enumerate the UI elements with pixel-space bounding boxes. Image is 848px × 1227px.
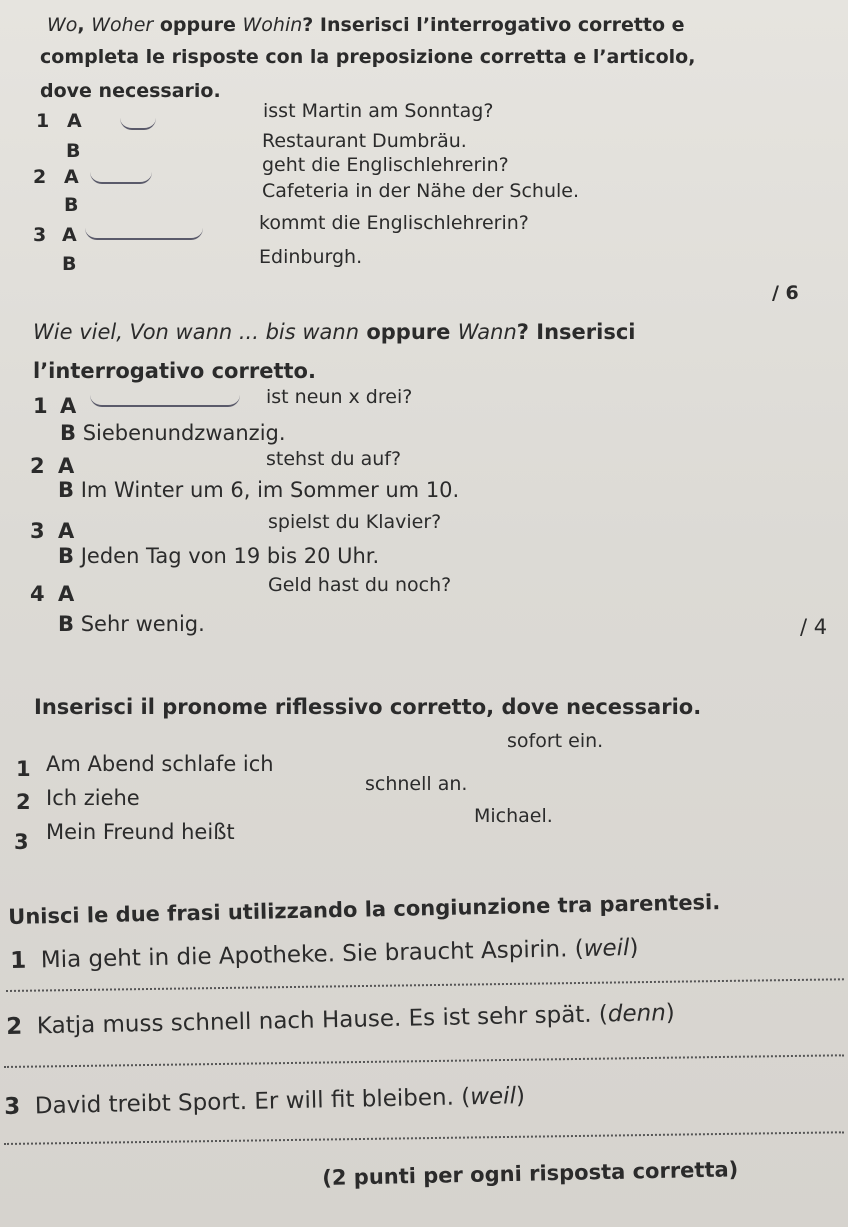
ex2-item3-num: 3 (30, 519, 45, 543)
ex2-instruction-line2: l’interrogativo corretto. (33, 359, 316, 383)
ex3-item2-right: schnell an. (365, 773, 468, 795)
ex2-item4-num: 4 (30, 582, 45, 606)
ex1-item1-b-label: B (66, 140, 81, 162)
ex2-item1-a-text: ist neun x drei? (266, 386, 413, 408)
ex1-item1-b-text: Restaurant Dumbräu. (262, 130, 467, 152)
ex2-instruction-line1 (33, 320, 636, 344)
ex2-item2-a-label: A (58, 454, 75, 478)
ex1-item3-handwriting (85, 224, 203, 240)
ex1-item2-b-text: Cafeteria in der Nähe der Schule. (262, 180, 579, 202)
ex1-item2-b-label: B (64, 194, 79, 216)
ex3-item1-num: 1 (16, 757, 31, 781)
ex1-q-wohin: Wohin (242, 14, 303, 36)
ex3-instruction: Inserisci il pronome riflessivo corretto, dove necessario. (34, 695, 702, 719)
ex2-item3-a-label: A (58, 519, 75, 543)
ex2-q-wie-viel: Wie viel, Von wann ... bis wann (33, 320, 360, 344)
ex4-item3-close: ) (515, 1083, 526, 1110)
ex2-item3-b-label: B (58, 544, 75, 568)
ex1-item3-a-text: kommt die Englischlehrerin? (259, 212, 529, 234)
ex2-q-wann: Wann (457, 320, 517, 344)
ex4-item3-conj: weil (469, 1083, 517, 1111)
ex1-instruction-line3: dove necessario. (40, 80, 221, 102)
ex1-sep2: oppure (153, 14, 243, 36)
ex1-item3-b-label: B (62, 253, 77, 275)
ex1-item2-a-label: A (64, 166, 79, 188)
ex4-item3-text: David treibt Sport. Er will fit bleiben. ( (34, 1084, 471, 1120)
ex4-item2-text: Katja muss schnell nach Hause. Es ist sehr spät. ( (36, 1001, 609, 1040)
ex2-item2-a-text: stehst du auf? (266, 448, 402, 470)
ex4-item2-conj: denn (607, 1000, 667, 1028)
ex3-item3-right: Michael. (474, 805, 553, 827)
ex2-score: / 4 (800, 615, 828, 639)
ex4-item2-close: ) (665, 999, 676, 1027)
ex1-score: / 6 (772, 282, 799, 304)
ex4-item3 (4, 1083, 525, 1120)
ex2-item2-b (58, 478, 459, 502)
ex3-item1-left: Am Abend schlafe ich (46, 752, 274, 776)
ex1-item3-num: 3 (33, 224, 47, 246)
ex1-item2-handwriting (90, 168, 152, 184)
ex2-item3-b (58, 544, 379, 568)
ex2-item1-num: 1 (33, 394, 48, 418)
ex1-item3-a-label: A (62, 224, 77, 246)
ex4-item1-conj: weil (583, 935, 630, 962)
ex4-item1-close: ) (629, 934, 639, 962)
ex1-instruction-line1 (47, 14, 685, 36)
ex4-item3-answer-line[interactable] (4, 1131, 844, 1145)
ex3-item2-num: 2 (16, 790, 31, 814)
ex2-item4-b-label: B (58, 612, 75, 636)
ex2-item1-a-label: A (60, 394, 77, 418)
ex1-q-wo: Wo (47, 14, 78, 36)
ex2-item2-num: 2 (30, 454, 45, 478)
ex2-item1-b-label: B (60, 421, 77, 445)
ex2-item3-b-text: Jeden Tag von 19 bis 20 Uhr. (80, 544, 380, 568)
ex4-points-note: (2 punti per ogni risposta corretta) (322, 1157, 739, 1190)
ex2-item3-a-text: spielst du Klavier? (268, 511, 442, 533)
ex1-item1-a-label: A (67, 110, 82, 132)
ex4-item1 (10, 935, 639, 974)
ex1-instruction-rest: ? Inserisci l’interrogativo corretto e (302, 14, 685, 36)
ex1-instruction-line2: completa le risposte con la preposizione corretta e l’articolo, (40, 46, 696, 68)
ex2-sep: oppure (359, 320, 458, 344)
ex1-item2-a-text: geht die Englischlehrerin? (262, 154, 509, 176)
ex2-item4-a-text: Geld hast du noch? (268, 574, 452, 596)
ex3-item2-left: Ich ziehe (46, 786, 140, 810)
ex2-item2-b-text: Im Winter um 6, im Sommer um 10. (80, 478, 460, 502)
ex2-item2-b-label: B (58, 478, 75, 502)
ex4-item2-num: 2 (6, 1013, 23, 1040)
ex4-item1-num: 1 (10, 947, 27, 974)
ex1-item2-num: 2 (33, 166, 47, 188)
ex4-item3-num: 3 (4, 1093, 21, 1120)
ex1-item1-a-text: isst Martin am Sonntag? (263, 100, 494, 122)
ex2-item4-b (58, 612, 205, 636)
ex1-sep1: , (77, 14, 92, 36)
ex2-instruction-rest: ? Inserisci (516, 320, 636, 344)
ex4-item2 (6, 1000, 675, 1040)
ex2-item1-handwriting (90, 391, 240, 407)
ex1-q-woher: Woher (91, 14, 154, 36)
ex1-item3-b-text: Edinburgh. (259, 246, 363, 268)
ex4-item2-answer-line[interactable] (4, 1054, 844, 1068)
ex3-item3-num: 3 (14, 830, 29, 854)
ex4-item1-text: Mia geht in die Apotheke. Sie braucht Aspirin. ( (40, 935, 584, 974)
ex2-item1-b-text: Siebenundzwanzig. (82, 421, 286, 445)
ex1-item1-num: 1 (36, 110, 50, 132)
ex1-item1-handwriting (120, 114, 156, 130)
ex2-item4-b-text: Sehr wenig. (80, 612, 205, 636)
ex2-item4-a-label: A (58, 582, 75, 606)
ex4-instruction: Unisci le due frasi utilizzando la congiunzione tra parentesi. (8, 890, 721, 929)
ex2-item1-b (60, 421, 286, 445)
ex3-item3-left: Mein Freund heißt (46, 820, 235, 844)
ex3-item1-right: sofort ein. (507, 730, 604, 752)
ex4-item1-answer-line[interactable] (6, 978, 844, 992)
